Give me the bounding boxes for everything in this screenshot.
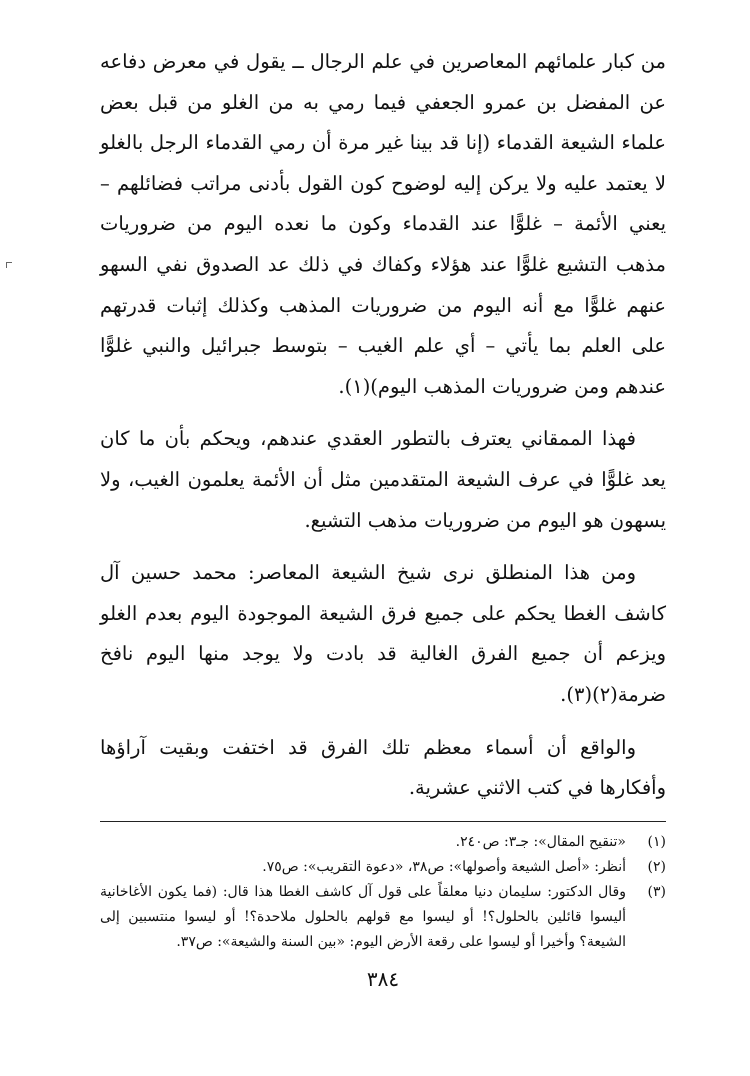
page-number: ٣٨٤ <box>366 966 400 991</box>
paragraph-4: والواقع أن أسماء معظم تلك الفرق قد اختفت وبقيت آراؤها وأفكارها في كتب الاثني عشرية. <box>100 735 666 800</box>
footnote-number: (٣) <box>647 883 666 900</box>
footnote-text: أنظر: «أصل الشيعة وأصولها»: ص٣٨، «دعوة التقريب»: ص٧٥. <box>262 858 626 875</box>
footnote-number: (١) <box>647 833 666 850</box>
footnote-3 <box>100 880 666 955</box>
footnote-number: (٢) <box>647 858 666 875</box>
book-page <box>100 42 666 993</box>
margin-mark <box>6 262 12 268</box>
footnote-text: وقال الدكتور: سليمان دنيا معلقاً على قول آل كاشف الغطا هذا قال: (فما يكون الأغاخانية أليسوا قائلين بالحلول؟! أو ليسوا مع قولهم بالحلول ملاحدة؟! أو ليسوا منتسبين إلى الشيعة؟ وأخيرا أو ليسوا على رقعة الأرض اليوم: «بين السنة والشيعة»: ص٣٧. <box>100 883 626 950</box>
footnote-1 <box>100 830 666 855</box>
paragraph-3: ومن هذا المنطلق نرى شيخ الشيعة المعاصر: محمد حسين آل كاشف الغطا يحكم على جميع فرق الشيعة الموجودة اليوم بعدم الغلو ويزعم أن جميع الفرق الغالية قد بادت ولا يوجد منها اليوم نافخ ضرمة(٢)(٣). <box>100 561 666 706</box>
footnote-text: «تنقيح المقال»: جـ٣: ص٢٤٠. <box>455 833 626 850</box>
paragraph-2: فهذا الممقاني يعترف بالتطور العقدي عندهم، ويحكم بأن ما كان يعد غلوًّا في عرف الشيعة المتقدمين مثل أن الأئمة يعلمون الغيب، ولا يسهون هو اليوم من ضروريات مذهب التشيع. <box>100 427 666 532</box>
footnote-2 <box>100 855 666 880</box>
paragraph-1: من كبار علمائهم المعاصرين في علم الرجال ــ يقول في معرض دفاعه عن المفضل بن عمرو الجعفي فيما رمي به من الغلو من قبل بعض علماء الشيعة القدماء (إنا قد بينا غير مرة أن رمي القدماء الرجل بالغلو لا يعتمد عليه ولا يركن إليه لوضوح كون القول بأدنى مراتب فضائلهم – يعني الأئمة – غلوًّا عند القدماء وكون ما نعده اليوم من ضروريات مذهب التشيع غلوًّا عند هؤلاء وكفاك في ذلك عد الصدوق نفي السهو عنهم غلوًّا مع أنه اليوم من ضروريات المذهب وكذلك إثبات قدرتهم على العلم بما يأتي – أي علم الغيب – بتوسط جبرائيل والنبي غلوًّا عندهم ومن ضروريات المذهب اليوم)(١). <box>100 50 666 398</box>
footnotes-section <box>100 821 666 955</box>
